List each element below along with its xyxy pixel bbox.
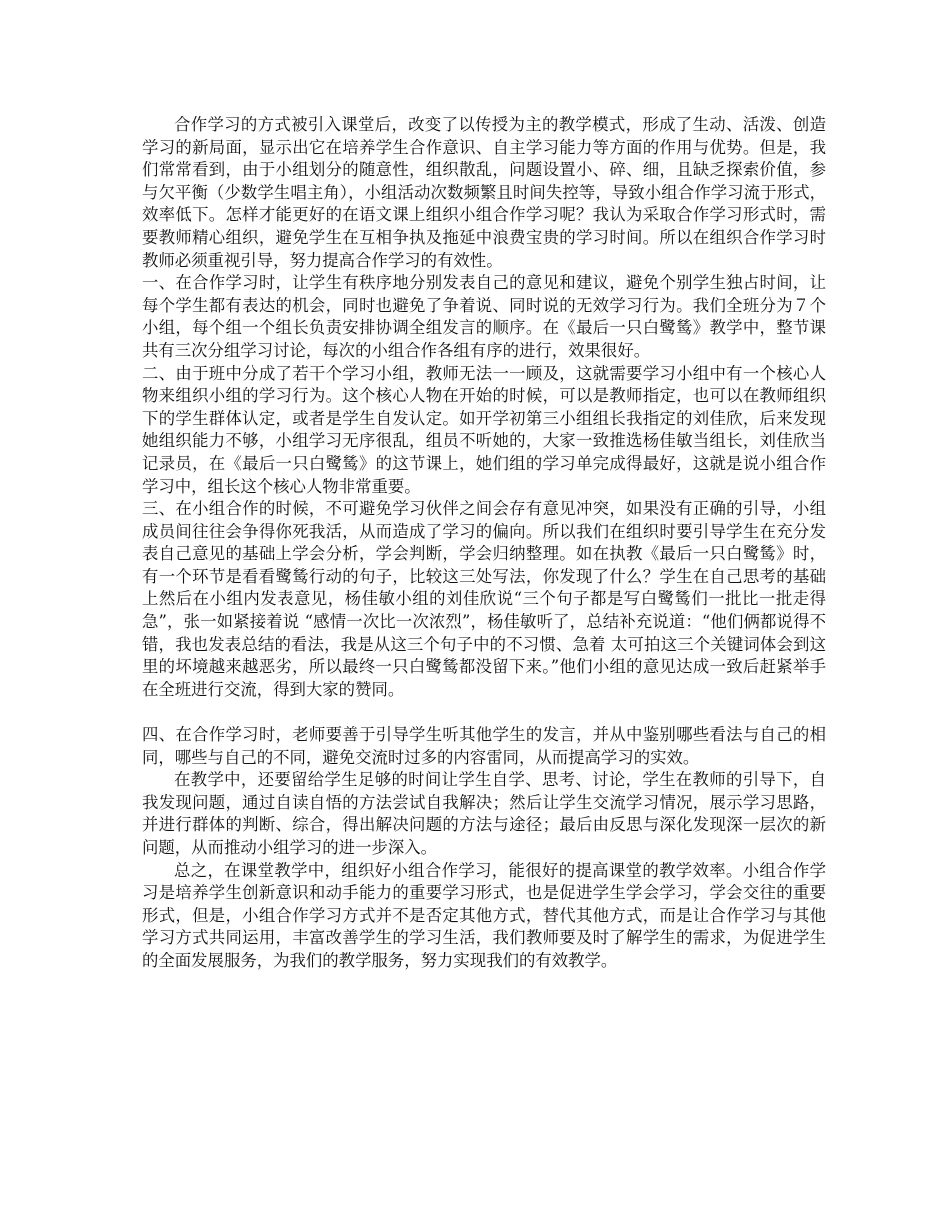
point-one-paragraph: 一、在合作学习时，让学生有秩序地分别发表自己的意见和建议，避免个别学生独占时间，让每个学生都有表达的机会，同时也避免了争着说、同时说的无效学习行为。我们全班分为７个小组，每个组一个组长负责安排协调全组发言的顺序。在《最后一只白鹭鸶》教学中，整节课共有三次分组学习讨论，每次的小组合作各组有序的进行，效果很好。 xyxy=(142,273,826,360)
paragraph-spacer xyxy=(142,701,826,724)
point-two-paragraph: 二、由于班中分成了若干个学习小组，教师无法一一顾及，这就需要学习小组中有一个核心人物来组织小组的学习行为。这个核心人物在开始的时候，可以是教师指定，也可以在教师组织下的学生群体认定，或者是学生自发认定。如开学初第三小组组长我指定的刘佳欣，后来发现她组织能力不够，小组学习无序很乱，组员不听她的，大家一致推选杨佳敏当组长，刘佳欣当记录员，在《最后一只白鹭鸶》的这节课上，她们组的学习单完成得最好，这就是说小组合作学习中，组长这个核心人物非常重要。 xyxy=(142,363,826,496)
conclusion-paragraph: 总之，在课堂教学中，组织好小组合作学习，能很好的提高课堂的教学效率。小组合作学习是培养学生创新意识和动手能力的重要学习形式，也是促进学生学会学习，学会交往的重要形式，但是，小组合作学习方式并不是否定其他方式，替代其他方式，而是让合作学习与其他学习方式共同运用，丰富改善学生的学习生活，我们教师要及时了解学生的需求，为促进学生的全面发展服务，为我们的教学服务，努力实现我们的有效教学。 xyxy=(142,860,826,970)
document-body xyxy=(142,114,826,973)
point-four-paragraph: 四、在合作学习时，老师要善于引导学生听其他学生的发言，并从中鉴别哪些看法与自己的相同，哪些与自己的不同，避免交流时过多的内容雷同，从而提高学习的实效。 xyxy=(142,725,826,767)
teaching-paragraph: 在教学中，还要留给学生足够的时间让学生自学、思考、讨论，学生在教师的引导下，自我发现问题，通过自读自悟的方法尝试自我解决；然后让学生交流学习情况，展示学习思路，并进行群体的判断、综合，得出解决问题的方法与途径；最后由反思与深化发现深一层次的新问题，从而推动小组学习的进一步深入。 xyxy=(142,770,826,857)
point-three-paragraph: 三、在小组合作的时候，不可避免学习伙伴之间会存有意见冲突，如果没有正确的引导，小组成员间往往会争得你死我活，从而造成了学习的偏向。所以我们在组织时要引导学生在充分发表自己意见的基础上学会分析，学会判断，学会归纳整理。如在执教《最后一只白鹭鸶》时，有一个环节是看看鹭鸶行动的句子，比较这三处写法，你发现了什么？学生在自己思考的基础上然后在小组内发表意见，杨佳敏小组的刘佳欣说“三个句子都是写白鹭鸶们一批比一批走得急”，张一如紧接着说 “感情一次比一次浓烈”，杨佳敏听了，总结补充说道：“他们俩都说得不错，我也发表总结的看法，我是从这三个句子中的不习惯、急着 太可拍这三个关键词体会到这里的坏境越来越恶劣，所以最终一只白鹭鸶都没留下来。”他们小组的意见达成一致后赶紧举手在全班进行交流，得到大家的赞同。 xyxy=(142,499,826,699)
intro-paragraph: 合作学习的方式被引入课堂后，改变了以传授为主的教学模式，形成了生动、活泼、创造学习的新局面，显示出它在培养学生合作意识、自主学习能力等方面的作用与优势。但是，我们常常看到，由于小组划分的随意性，组织散乱，问题设置小、碎、细，且缺乏探索价值，参与欠平衡（少数学生唱主角），小组活动次数频繁且时间失控等，导致小组合作学习流于形式，效率低下。怎样才能更好的在语文课上组织小组合作学习呢？我认为采取合作学习形式时，需要教师精心组织，避免学生在互相争执及拖延中浪费宝贵的学习时间。所以在组织合作学习时教师必须重视引导，努力提高合作学习的有效性。 xyxy=(142,115,826,270)
